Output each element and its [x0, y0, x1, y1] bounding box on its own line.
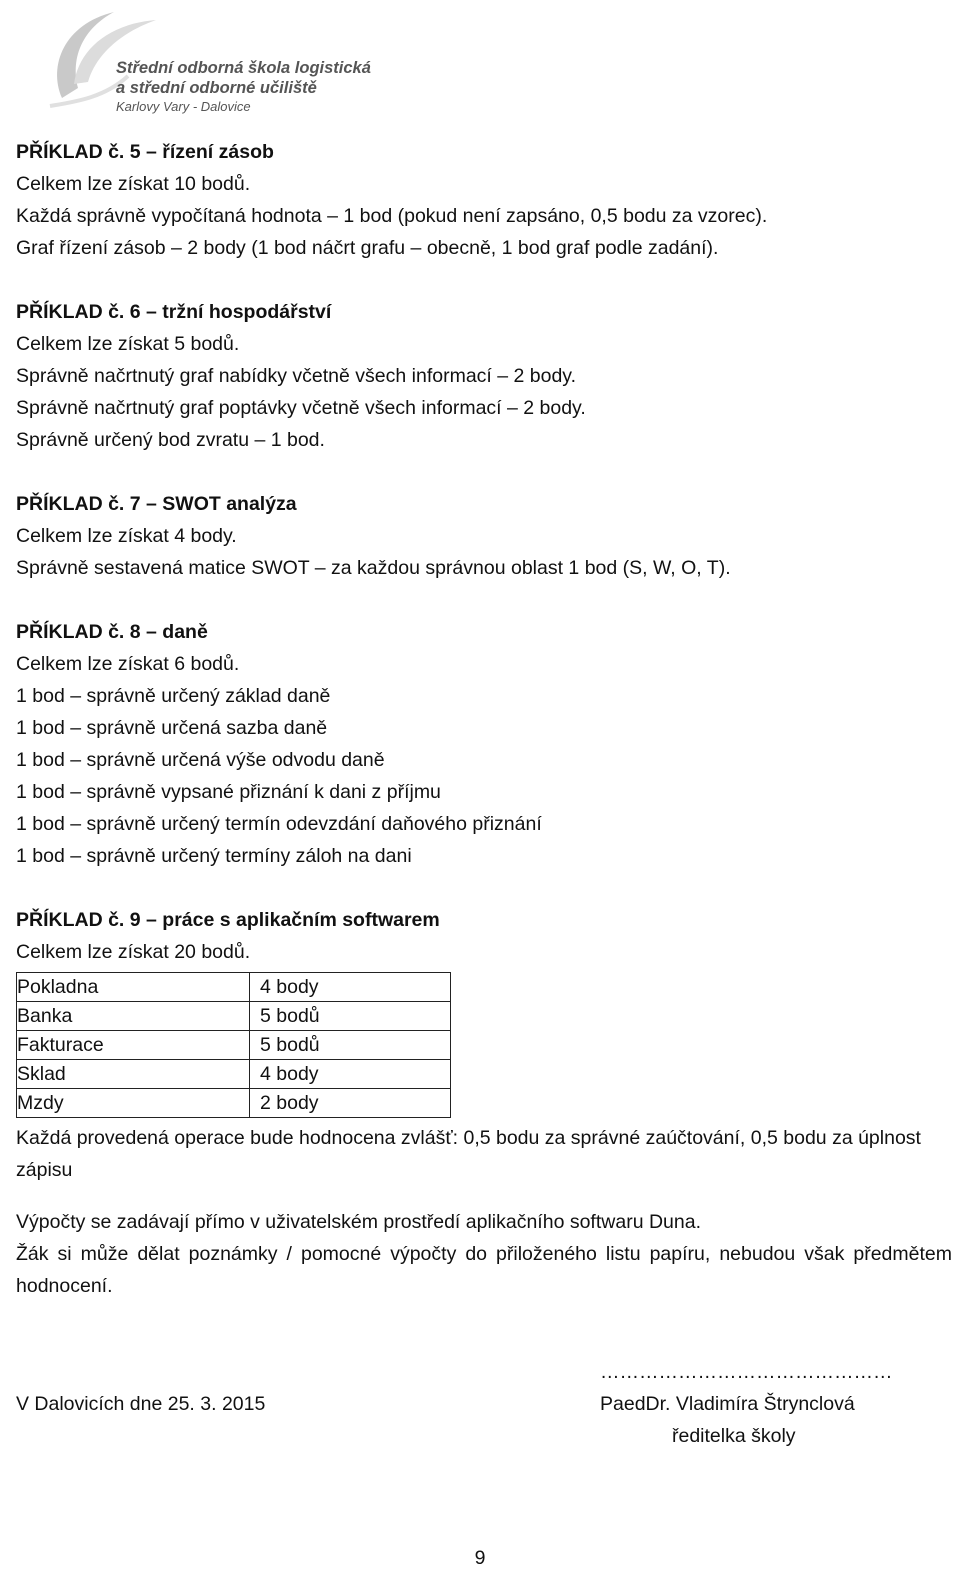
section-line: Celkem lze získat 20 bodů. [16, 941, 251, 963]
table-row [17, 1002, 451, 1031]
logo-text [116, 58, 371, 116]
section-line: 1 bod – správně určená sazba daně [16, 717, 328, 739]
section-line: Správně načrtnutý graf poptávky včetně všech informací – 2 body. [16, 397, 586, 419]
section-line: 1 bod – správně vypsané přiznání k dani z příjmu [16, 781, 441, 803]
document-body [16, 136, 952, 1302]
table-cell-points: 5 bodů [250, 1031, 451, 1060]
table-cell-module: Mzdy [17, 1089, 250, 1118]
table-cell-points: 4 body [250, 973, 451, 1002]
signature-line: ……………………………………… [600, 1361, 893, 1383]
section-line: 1 bod – správně určený základ daně [16, 685, 331, 707]
section-heading: PŘÍKLAD č. 8 – daně [16, 621, 208, 643]
table-row [17, 1031, 451, 1060]
table-cell-points: 2 body [250, 1089, 451, 1118]
section-example-9 [16, 904, 952, 1302]
signatory-title: ředitelka školy [672, 1425, 796, 1447]
school-logo [44, 6, 384, 114]
table-cell-points: 4 body [250, 1060, 451, 1089]
logo-location: Karlovy Vary - Dalovice [116, 99, 251, 114]
logo-school-name: Střední odborná škola logistická [116, 59, 371, 77]
table-cell-module: Sklad [17, 1060, 250, 1089]
section-heading: PŘÍKLAD č. 5 – řízení zásob [16, 141, 274, 163]
section-line: Celkem lze získat 10 bodů. [16, 173, 251, 195]
section-heading: PŘÍKLAD č. 6 – tržní hospodářství [16, 301, 332, 323]
section-line: 1 bod – správně určený termíny záloh na dani [16, 845, 412, 867]
software-note: Výpočty se zadávají přímo v uživatelském prostředí aplikačního softwaru Duna. [16, 1211, 701, 1233]
logo-school-name-2: a střední odborné učiliště [116, 79, 317, 97]
section-line: Graf řízení zásob – 2 body (1 bod náčrt grafu – obecně, 1 bod graf podle zadání). [16, 237, 719, 259]
table-cell-module: Pokladna [17, 973, 250, 1002]
section-line: Správně načrtnutý graf nabídky včetně všech informací – 2 body. [16, 365, 577, 387]
evaluation-note: Každá provedená operace bude hodnocena zvlášť: 0,5 bodu za správné zaúčtování, 0,5 bodu za úplnost zápisu [16, 1127, 921, 1181]
signature-block [600, 1356, 893, 1420]
table-cell-points: 5 bodů [250, 1002, 451, 1031]
table-row [17, 1060, 451, 1089]
section-line: Celkem lze získat 5 bodů. [16, 333, 240, 355]
section-example-8 [16, 616, 952, 872]
signatory-name: PaedDr. Vladimíra Štrynclová [600, 1393, 855, 1415]
section-example-7 [16, 488, 952, 584]
section-heading: PŘÍKLAD č. 9 – práce s aplikačním softwarem [16, 909, 440, 931]
section-line: Správně sestavená matice SWOT – za každou správnou oblast 1 bod (S, W, O, T). [16, 557, 731, 579]
section-line: Celkem lze získat 4 body. [16, 525, 237, 547]
section-line: 1 bod – správně určený termín odevzdání daňového přiznání [16, 813, 542, 835]
section-heading: PŘÍKLAD č. 7 – SWOT analýza [16, 493, 297, 515]
table-row [17, 1089, 451, 1118]
section-line: Správně určený bod zvratu – 1 bod. [16, 429, 325, 451]
table-row [17, 973, 451, 1002]
section-example-5 [16, 136, 952, 264]
table-cell-module: Fakturace [17, 1031, 250, 1060]
notes-paper-note: Žák si může dělat poznámky / pomocné výpočty do přiloženého listu papíru, nebudou však předmětem hodnocení. [16, 1243, 952, 1297]
section-line: 1 bod – správně určená výše odvodu daně [16, 749, 385, 771]
section-example-6 [16, 296, 952, 456]
table-cell-module: Banka [17, 1002, 250, 1031]
section-line: Celkem lze získat 6 bodů. [16, 653, 240, 675]
place-and-date: V Dalovicích dne 25. 3. 2015 [16, 1393, 266, 1415]
score-table [16, 972, 451, 1118]
page-number: 9 [474, 1547, 486, 1569]
section-line: Každá správně vypočítaná hodnota – 1 bod (pokud není zapsáno, 0,5 bodu za vzorec). [16, 205, 768, 227]
